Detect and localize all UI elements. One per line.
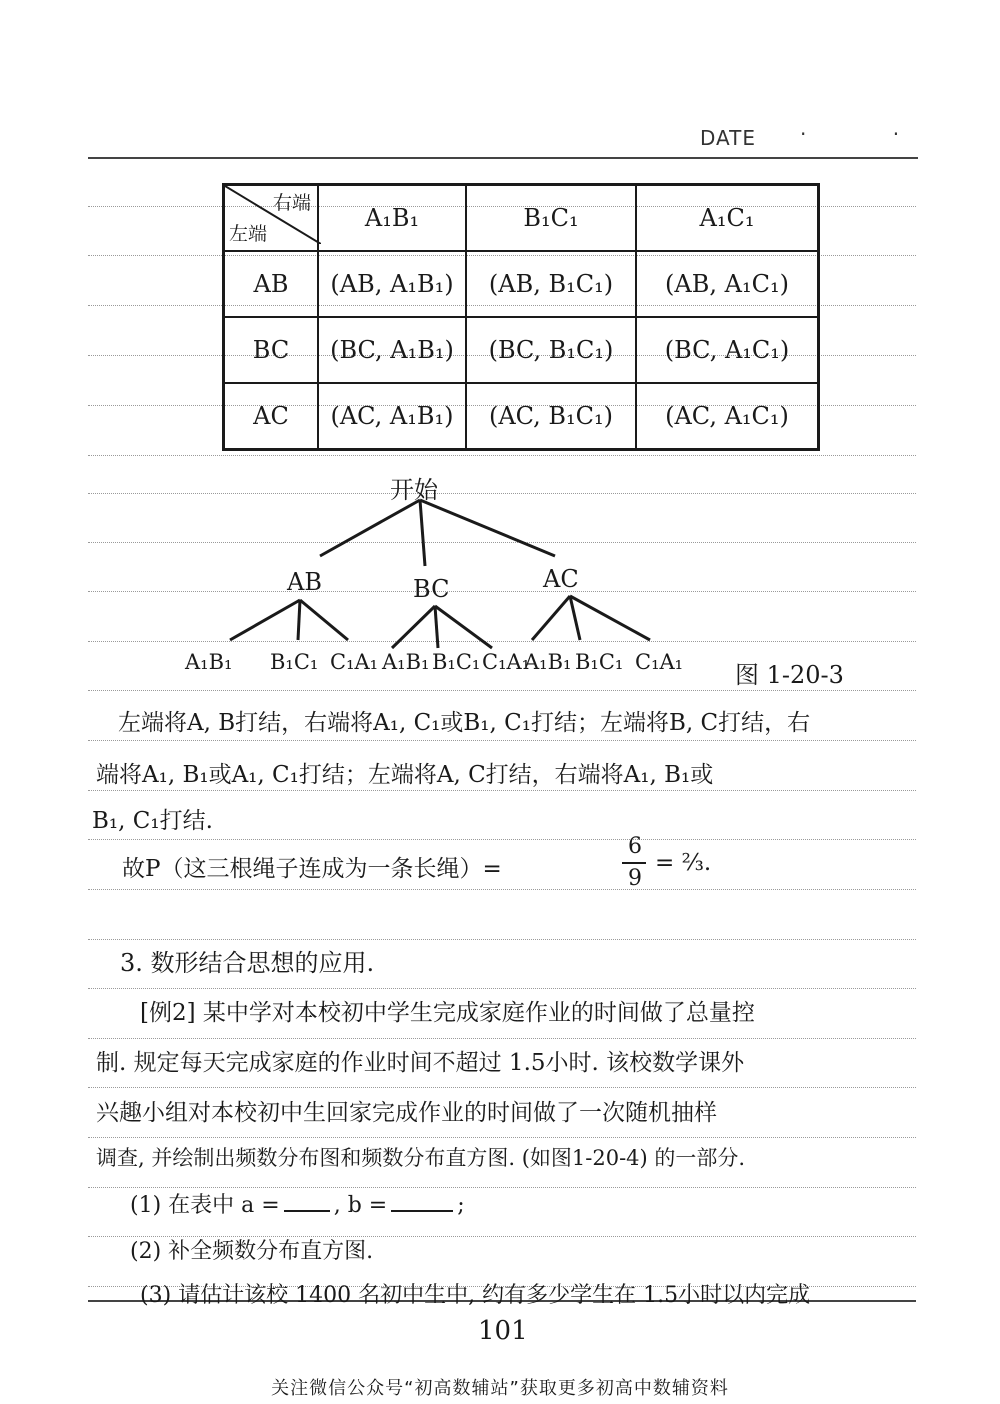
table-cell: (AC, A₁B₁) [318, 383, 466, 450]
tree-branch: AB [287, 568, 322, 596]
table-cell: (AC, B₁C₁) [466, 383, 636, 450]
table-cell: (AB, B₁C₁) [466, 251, 636, 317]
figure-caption: 图 1-20-3 [735, 661, 844, 689]
corner-top-label: 右端 [272, 192, 311, 214]
fraction-numerator: 6 [628, 834, 642, 859]
question-2: (2) 补全频数分布直方图. [130, 1239, 374, 1264]
tree-leaf: C₁A₁ [635, 650, 684, 674]
tree-edge [532, 596, 570, 640]
tree-edge [435, 606, 438, 648]
fraction-bar [622, 862, 646, 864]
tree-leaf: B₁C₁ [432, 650, 481, 674]
question-1-mid: , b = [333, 1193, 388, 1218]
tree-edge [420, 500, 425, 566]
table-cell: (AB, A₁C₁) [636, 251, 819, 317]
tree-edge [570, 596, 650, 640]
tree-branch: BC [413, 575, 450, 603]
tree-edge [298, 600, 300, 640]
text-line: 兴趣小组对本校初中生回家完成作业的时间做了一次随机抽样 [96, 1100, 717, 1126]
rule-line [88, 939, 916, 940]
tree-edge [435, 606, 492, 648]
fraction-denominator: 9 [628, 866, 642, 891]
rule-line [88, 790, 916, 791]
table-cell: (AB, A₁B₁) [318, 251, 466, 317]
question-3: (3) 请估计该校 1400 名初中生中, 约有多少学生在 1.5小时以内完成 [140, 1283, 811, 1308]
tree-branch: AC [543, 565, 579, 593]
corner-bottom-label: 左端 [229, 223, 268, 245]
table-cell: (BC, A₁C₁) [636, 317, 819, 383]
tree-root: 开始 [390, 476, 438, 504]
rule-line [88, 1137, 916, 1138]
tree-edge [570, 596, 580, 640]
date-label: DATE [700, 126, 757, 150]
tree-leaf: C₁A₁ [330, 650, 379, 674]
footer-note: 关注微信公众号“初高数辅站”获取更多初高中数辅资料 [271, 1378, 729, 1399]
text-line: 端将A₁, B₁或A₁, C₁打结；左端将A, C打结，右端将A₁, B₁或 [96, 762, 714, 788]
rule-line [88, 1087, 916, 1088]
answer-blank-b [391, 1210, 453, 1212]
rule-line [88, 740, 916, 741]
tree-leaf: A₁B₁ [185, 650, 233, 674]
table-cell: (BC, A₁B₁) [318, 317, 466, 383]
text-line: B₁, C₁打结. [92, 808, 213, 834]
answer-blank-a [284, 1210, 330, 1212]
table-cell: (AC, A₁C₁) [636, 383, 819, 450]
text-line: = ⅔. [655, 850, 712, 876]
tree-leaf: B₁C₁ [575, 650, 624, 674]
tree-edge [420, 500, 555, 556]
question-1-prefix: (1) 在表中 a = [130, 1193, 280, 1218]
rule-line [88, 839, 916, 840]
text-line: 调查, 并绘制出频数分布图和频数分布直方图. (如图1-20-4) 的一部分. [96, 1146, 746, 1170]
section-heading: 3. 数形结合思想的应用. [120, 949, 375, 977]
table-row-header: AC [224, 383, 319, 450]
table-cell: (BC, B₁C₁) [466, 317, 636, 383]
tree-edge [392, 606, 435, 648]
text-line: [例2] 某中学对本校初中学生完成家庭作业的时间做了总量控 [140, 1000, 755, 1026]
tree-edge [300, 600, 348, 640]
tree-leaf: B₁C₁ [270, 650, 319, 674]
table-row-header: BC [224, 317, 319, 383]
date-dots: · · [800, 122, 940, 146]
table-column-header: A₁C₁ [636, 185, 819, 252]
tree-edge [230, 600, 300, 640]
rule-line [88, 889, 916, 890]
rule-line [88, 1038, 916, 1039]
text-line: 左端将A, B打结，右端将A₁, C₁或B₁, C₁打结；左端将B, C打结，右 [118, 710, 811, 736]
table-column-header: A₁B₁ [318, 185, 466, 252]
question-1-end: ; [457, 1193, 465, 1218]
rule-line [88, 988, 916, 989]
tree-leaf: A₁B₁ [524, 650, 572, 674]
text-line: 故P（这三根绳子连成为一条长绳）= [122, 856, 502, 882]
table-column-header: B₁C₁ [466, 185, 636, 252]
tree-leaf: C₁A₁ [482, 650, 531, 674]
tree-diagram [0, 0, 1000, 700]
tree-leaf: A₁B₁ [382, 650, 430, 674]
question-1 [130, 1188, 465, 1219]
tree-edge [320, 500, 420, 556]
page-number: 101 [478, 1316, 528, 1346]
text-line: 制. 规定每天完成家庭的作业时间不超过 1.5小时. 该校数学课外 [96, 1050, 745, 1076]
table-row-header: AB [224, 251, 319, 317]
